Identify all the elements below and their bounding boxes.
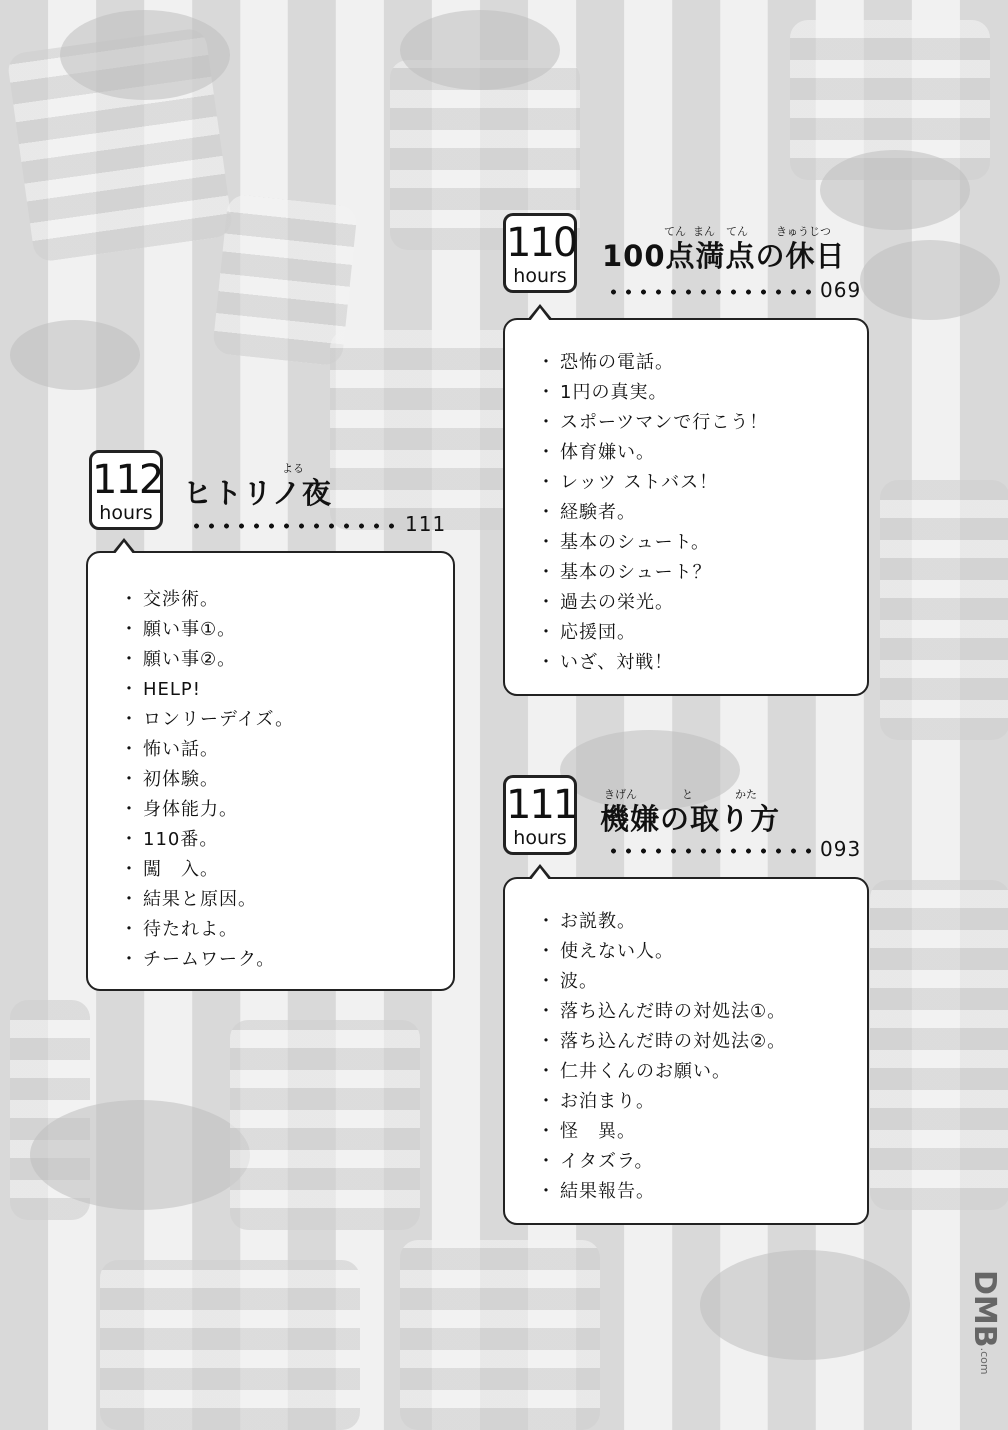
list-item: ・ 110番。	[120, 825, 294, 855]
chapter-number: 111	[506, 782, 577, 828]
chapter-unit: hours	[513, 265, 567, 287]
ruby-kata: かた	[735, 788, 757, 801]
page-number: 093	[820, 837, 862, 861]
list-item: ・ お泊まり。	[537, 1087, 786, 1117]
speech-tail-fill	[530, 868, 550, 881]
list-item: ・ 落ち込んだ時の対処法②。	[537, 1027, 786, 1057]
chapter-number-badge	[503, 775, 577, 855]
episode-list	[120, 585, 294, 975]
episode-list-box	[503, 877, 869, 1225]
page-number: 111	[405, 512, 447, 536]
list-item: ・ スポーツマンで行こう！	[537, 408, 768, 438]
list-item: ・ 使えない人。	[537, 937, 786, 967]
list-item: ・ 基本のシュート。	[537, 528, 768, 558]
page-number: 069	[820, 278, 862, 302]
list-item: ・ レッツ ストバス！	[537, 468, 768, 498]
ruby-to: と	[682, 788, 693, 801]
list-item: ・ 仁井くんのお願い。	[537, 1057, 786, 1087]
list-item: ・ 交渉術。	[120, 585, 294, 615]
chapter-number: 110	[506, 220, 577, 266]
list-item: ・ 経験者。	[537, 498, 768, 528]
list-item: ・ 体育嫌い。	[537, 438, 768, 468]
list-item: ・ 待たれよ。	[120, 915, 294, 945]
list-item: ・ 1円の真実。	[537, 378, 768, 408]
list-item: ・ 基本のシュート？	[537, 558, 768, 588]
ruby-kyuujitsu: きゅうじつ	[776, 225, 831, 238]
chapter-unit: hours	[513, 827, 567, 849]
list-item: ・ 落ち込んだ時の対処法①。	[537, 997, 786, 1027]
list-item: ・ ロンリーデイズ。	[120, 705, 294, 735]
episode-list-box	[86, 551, 455, 991]
chapter-number-badge	[503, 213, 577, 293]
episode-list-box	[503, 318, 869, 696]
watermark-main: DMB	[967, 1270, 1002, 1348]
list-item: ・ 恐怖の電話。	[537, 348, 768, 378]
list-item: ・ イタズラ。	[537, 1147, 786, 1177]
watermark-logo	[962, 1270, 1002, 1375]
list-item: ・ 波。	[537, 967, 786, 997]
list-item: ・ 願い事②。	[120, 645, 294, 675]
watermark-sub: .com	[978, 1347, 991, 1375]
chapter-title: ヒトリノ夜	[183, 476, 332, 510]
list-item: ・ 応援団。	[537, 618, 768, 648]
list-item: ・ 過去の栄光。	[537, 588, 768, 618]
chapter-number-badge	[89, 450, 163, 530]
chapter-title: 機嫌の取り方	[600, 802, 781, 836]
list-item: ・ チームワーク。	[120, 945, 294, 975]
list-item: ・ 闖 入。	[120, 855, 294, 885]
ruby-yoru: よる	[282, 462, 304, 475]
speech-tail-fill	[114, 542, 134, 555]
ruby-ten-2: てん	[726, 225, 748, 238]
leader-dots	[606, 289, 816, 295]
chapter-title: 100点満点の休日	[602, 239, 846, 273]
chapter-number: 112	[92, 457, 163, 503]
leader-dots	[189, 523, 399, 529]
list-item: ・ 怖い話。	[120, 735, 294, 765]
episode-list	[537, 907, 786, 1207]
leader-dots	[606, 848, 816, 854]
list-item: ・ 結果と原因。	[120, 885, 294, 915]
list-item: ・ 怪 異。	[537, 1117, 786, 1147]
list-item: ・ お説教。	[537, 907, 786, 937]
speech-tail-fill	[530, 308, 550, 321]
ruby-ten: てん	[664, 225, 686, 238]
ruby-man: まん	[693, 225, 715, 238]
list-item: ・ 願い事①。	[120, 615, 294, 645]
list-item: ・ 身体能力。	[120, 795, 294, 825]
list-item: ・ HELP!	[120, 675, 294, 705]
ruby-kigen: きげん	[604, 788, 637, 801]
list-item: ・ 初体験。	[120, 765, 294, 795]
episode-list	[537, 348, 768, 678]
list-item: ・ いざ、対戦！	[537, 648, 768, 678]
chapter-unit: hours	[99, 502, 153, 524]
list-item: ・ 結果報告。	[537, 1177, 786, 1207]
